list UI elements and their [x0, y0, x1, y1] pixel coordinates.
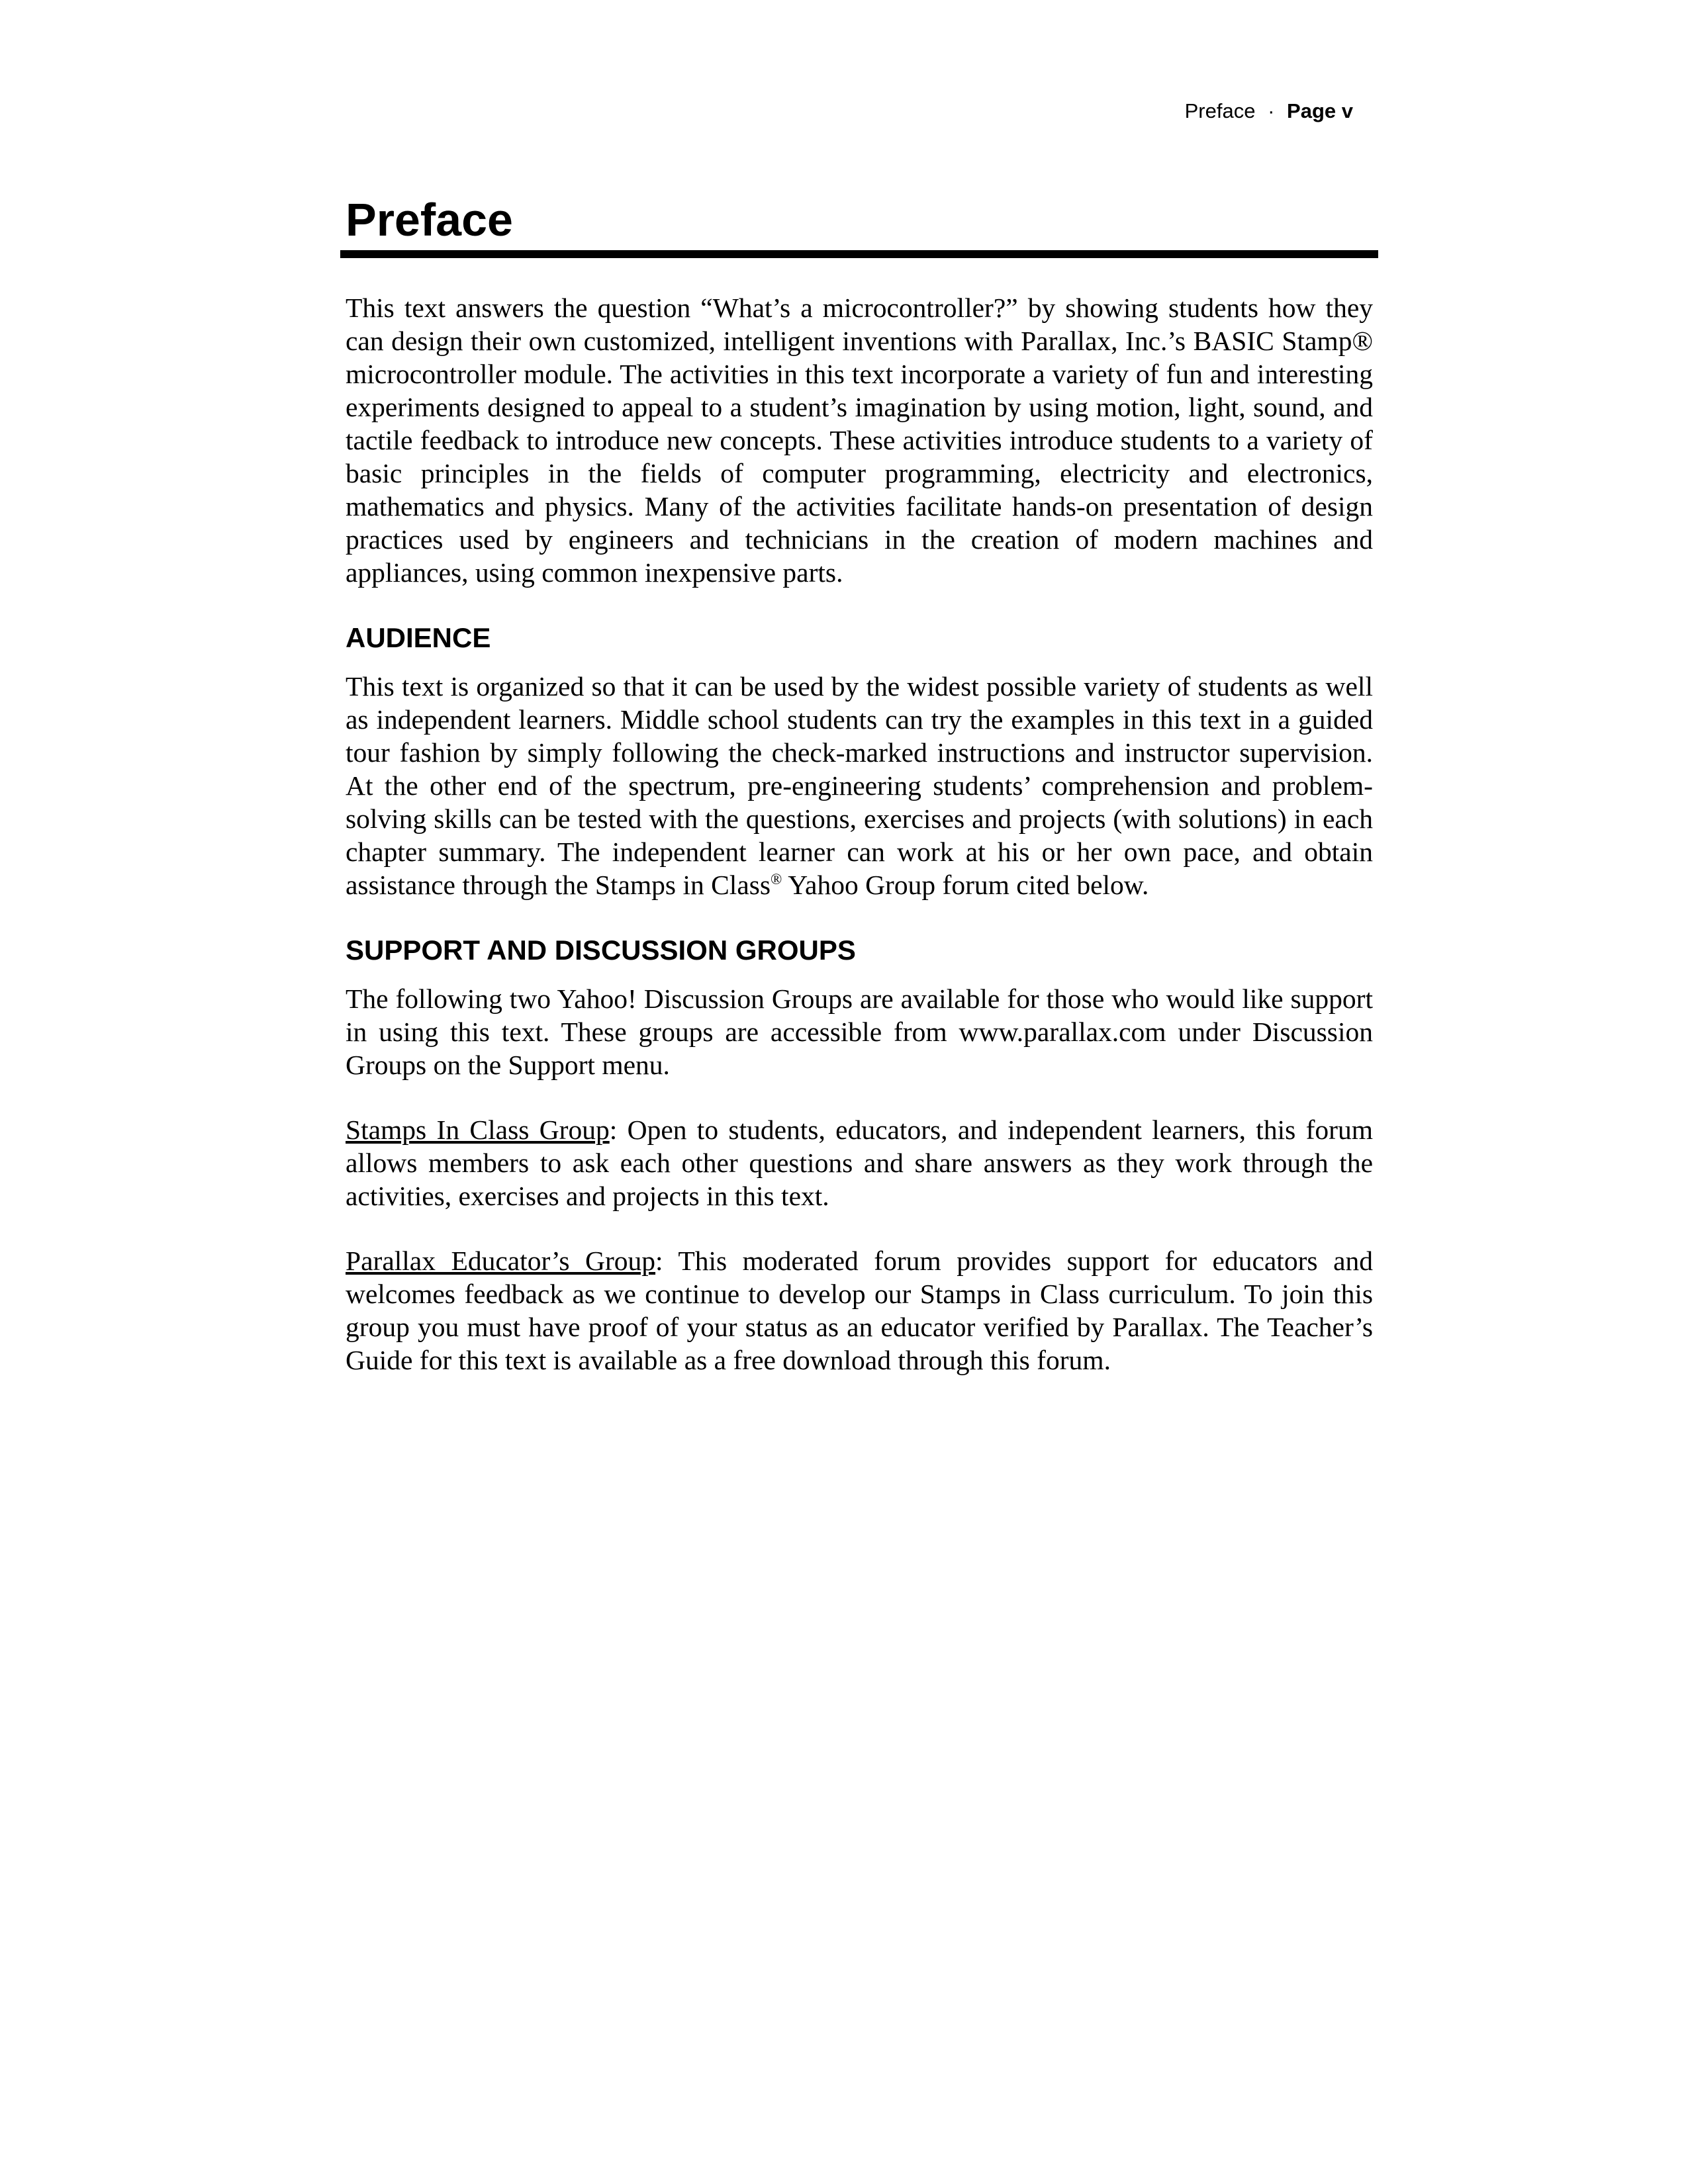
page-content: [340, 192, 1378, 1408]
support-heading: SUPPORT AND DISCUSSION GROUPS: [346, 934, 856, 966]
stamps-in-class-group-name: Stamps In Class Group: [346, 1115, 610, 1145]
header-section-label: Preface: [1184, 99, 1256, 122]
body-column: [340, 291, 1378, 1377]
educators-group-paragraph: [346, 1244, 1373, 1377]
running-header: [1185, 98, 1353, 124]
audience-text: This text is organized so that it can be used by the widest possible variety of students as well as independent learners. Middle school students can try the examples in this text in a guided tour fashion by simply following the check-marked instructions and instructor supervision. At the other end of the spectrum, pre-engineering students’ comprehension and problem-solving skills can be tested with the questions, exercises and projects (with solutions) in each chapter summary. The independent learner can work at his or her own pace, and obtain assistance through the Stamps in Class: [346, 671, 1373, 900]
educators-group-description: : This moderated forum provides support for educators and welcomes feedback as we continue to develop our Stamps in Class curriculum. To join this group you must have proof of your status as an educator verified by Parallax. The Teacher’s Guide for this text is available as a free download through this forum.: [346, 1246, 1373, 1375]
educators-group-name: Parallax Educator’s Group: [346, 1246, 656, 1276]
stamps-in-class-group-description: : Open to students, educators, and independent learners, this forum allows members to ask each other questions and share answers as they work through the activities, exercises and projects in this text.: [346, 1115, 1373, 1211]
header-separator: ·: [1268, 99, 1275, 122]
registered-mark: ®: [771, 871, 782, 888]
intro-paragraph: This text answers the question “What’s a microcontroller?” by showing students how they can design their own customized, intelligent inventions with Parallax, Inc.’s BASIC Stamp® microcontroller module. The activities in this text incorporate a variety of fun and interesting experiments designed to appeal to a student’s imagination by using motion, light, sound, and tactile feedback to introduce new concepts. These activities introduce students to a variety of basic principles in the fields of computer programming, electricity and electronics, mathematics and physics. Many of the activities facilitate hands-on presentation of design practices used by engineers and technicians in the creation of modern machines and appliances, using common inexpensive parts.: [346, 293, 1373, 588]
support-intro-paragraph: The following two Yahoo! Discussion Groups are available for those who would like support in using this text. These groups are accessible from www.parallax.com under Discussion Groups on the Support menu.: [346, 983, 1373, 1080]
page-title: Preface: [346, 194, 513, 246]
stamps-in-class-group-paragraph: [346, 1113, 1373, 1212]
page-number: Page v: [1287, 99, 1353, 122]
audience-text-end: Yahoo Group forum cited below.: [782, 870, 1149, 900]
audience-paragraph: [346, 670, 1373, 901]
audience-heading: AUDIENCE: [346, 622, 491, 653]
title-rule: [340, 250, 1378, 258]
